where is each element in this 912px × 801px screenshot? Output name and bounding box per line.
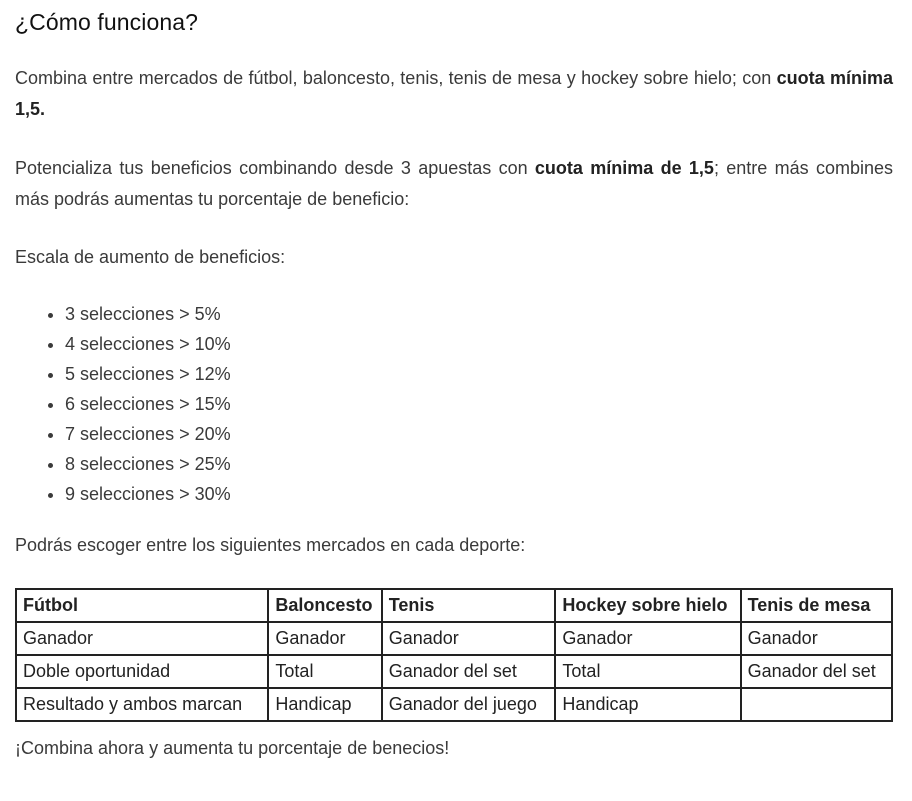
table-header-row [16,589,892,622]
closing-text: ¡Combina ahora y aumenta tu porcentaje de benecios! [15,738,450,758]
boost-paragraph [15,153,893,215]
list-item: • 9 selecciones > 30% [65,479,231,509]
intro-paragraph [15,63,893,125]
list-item: • 5 selecciones > 12% [65,359,231,389]
table-cell: Doble oportunidad [16,655,268,688]
boost-text-before: Potencializa tus beneficios combinando desde 3 apuestas con [15,158,535,178]
list-item: • 7 selecciones > 20% [65,419,231,449]
table-cell: Handicap [555,688,740,721]
list-item: • 8 selecciones > 25% [65,449,231,479]
markets-table [15,588,893,722]
table-cell: Ganador [268,622,381,655]
boost-text-after: ; entre más combines más podrás aumentas tu porcentaje de beneficio: [15,158,893,209]
table-cell [741,688,892,721]
section-heading: ¿Cómo funciona? [15,9,199,35]
scale-list [15,299,231,509]
markets-intro: Podrás escoger entre los siguientes mercados en cada deporte: [15,535,526,555]
boost-bold: cuota mínima de 1,5 [534,158,714,178]
table-cell: Total [555,655,740,688]
table-cell: Ganador del set [741,655,892,688]
table-cell: Ganador [382,622,556,655]
table-cell: Ganador [555,622,740,655]
table-cell: Resultado y ambos marcan [16,688,268,721]
table-row [16,622,892,655]
table-cell: Ganador del juego [382,688,556,721]
header-tenis-de-mesa: Tenis de mesa [741,589,892,622]
table-cell: Ganador del set [382,655,556,688]
list-item: • 4 selecciones > 10% [65,329,231,359]
header-hockey: Hockey sobre hielo [555,589,740,622]
list-item: • 6 selecciones > 15% [65,389,231,419]
scale-title: Escala de aumento de beneficios: [15,247,286,267]
table-row [16,688,892,721]
intro-text: Combina entre mercados de fútbol, baloncesto, tenis, tenis de mesa y hockey sobre hielo; con [15,68,777,88]
table-cell: Ganador [741,622,892,655]
list-item: • 3 selecciones > 5% [65,299,231,329]
header-baloncesto: Baloncesto [268,589,381,622]
table-row [16,655,892,688]
table-cell: Ganador [16,622,268,655]
header-tenis: Tenis [382,589,556,622]
header-futbol: Fútbol [16,589,268,622]
table-cell: Handicap [268,688,381,721]
intro-bold: cuota mínima 1,5. [15,68,893,119]
table-cell: Total [268,655,381,688]
